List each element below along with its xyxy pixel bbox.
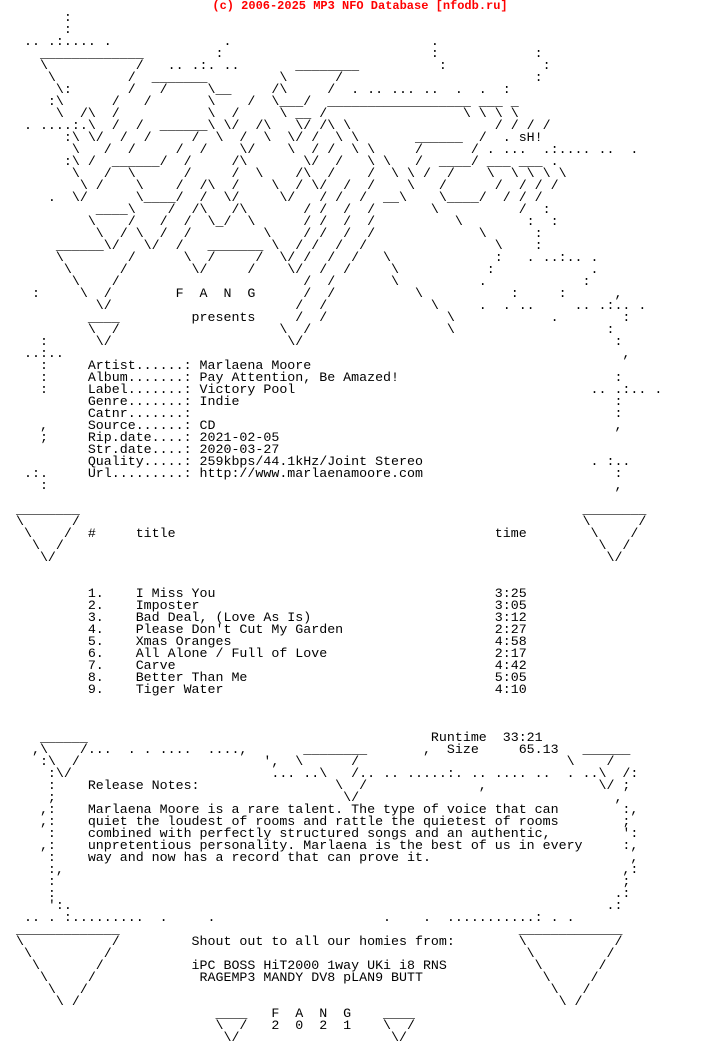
nfo-line: 4. Please Don't Cut My Garden 2:27: [16, 622, 527, 637]
nfo-line: \ / iPC BOSS HiT2000 1way UKi i8 RNS \ /: [16, 958, 607, 973]
nfo-line: \/ \/: [16, 1030, 407, 1044]
nfo-line: : Release Notes: \ / , \/ ;: [16, 778, 631, 793]
nfo-line: \ / _______ \ / :: [16, 70, 543, 85]
nfo-line: \ / .. .:. .. ________ : :: [16, 58, 551, 73]
nfo-line: : Artist......: Marlaena Moore: [16, 358, 312, 373]
nfo-line: .. .:.... . . .: [16, 34, 439, 49]
nfo-line: , Source......: CD ,: [16, 418, 623, 433]
copyright-banner: (c) 2006-2025 MP3 NFO Database [nfodb.ru]: [212, 0, 508, 13]
nfo-line: ____ F A N G ____: [16, 1006, 415, 1021]
nfo-line: \ / # title time \ /: [16, 526, 639, 541]
nfo-line: _____________ : : :: [16, 46, 543, 61]
nfo-line: 1. I Miss You 3:25: [16, 586, 527, 601]
nfo-ascii-art-body: [16, 12, 662, 1044]
nfo-line: 6. All Alone / Full of Love 2:17: [16, 646, 527, 661]
nfo-line: :\ / ', \ / \ /: [16, 754, 615, 769]
nfo-line: : Album.......: Pay Attention, Be Amazed! :: [16, 370, 623, 385]
nfo-line: : ,: [16, 478, 623, 493]
nfo-line: ..:.. ,: [16, 346, 631, 361]
nfo-line: ,: unpretentious personality. Marlaena is the best of us in every :,: [16, 838, 639, 853]
nfo-line: ____\ / /\ /\ / / / / \ / :: [16, 202, 551, 217]
nfo-line: . \/ \____/ / \/ \/ / / / __\ \____/ / / /: [16, 190, 543, 205]
nfo-line: .:. Url.........: http://www.marlaenamoore.com :: [16, 466, 623, 481]
nfo-line: ________ ________: [16, 502, 647, 517]
nfo-line: :\ / ______/ / /\ \/ / \ \ / ____/ ___ ___ .: [16, 154, 559, 169]
nfo-line: Quality.....: 259kbps/44.1kHz/Joint Stereo . :..: [16, 454, 631, 469]
nfo-line: .. . :......... . . . . ...........: . .: [16, 910, 575, 925]
nfo-line: \ / \ / /\ / \ / \/ / / \ / / / / /: [16, 178, 559, 193]
nfo-line: \ / \ /: [16, 994, 583, 1009]
nfo-line: \ /\ / \ / \ __ / \ \ \ \: [16, 106, 519, 121]
nfo-line: ____ presents / / \ . :: [16, 310, 631, 325]
nfo-line: Catnr.......: :: [16, 406, 623, 421]
nfo-line: :, ,:: [16, 862, 639, 877]
nfo-line: \ / \ / / \ /\ / / \ \ / / \ \ \ \ \: [16, 166, 567, 181]
nfo-line: : way and now has a record that can prove it. ,: [16, 850, 639, 865]
nfo-line: ,: quiet the loudest of rooms and rattle the quietest of rooms ;: [16, 814, 631, 829]
nfo-line: \ / \ /: [16, 982, 591, 997]
nfo-line: \ / \ /: [16, 514, 647, 529]
nfo-line: 8. Better Than Me 5:05: [16, 670, 527, 685]
nfo-line: \ / Shout out to all our homies from: \ /: [16, 934, 623, 949]
nfo-line: ,\ /... . . .... ...., ________ , Size 65.13 ______: [16, 742, 631, 757]
nfo-line: \ / / / \_/ \ / / / / \ : :: [16, 214, 559, 229]
nfo-line: ; Rip.date....: 2021-02-05: [16, 430, 280, 445]
nfo-line: \ / \/ / \/ / / \ : .: [16, 262, 599, 277]
nfo-line: . ....:.\ / / ______\ \/ /\ \/ /\ \ / / / /: [16, 118, 551, 133]
nfo-line: :: [16, 22, 72, 37]
nfo-line: \ / \ / / \ / / / / \ :: [16, 226, 543, 241]
nfo-line: Genre.......: Indie :: [16, 394, 623, 409]
nfo-line: Str.date....: 2020-03-27: [16, 442, 280, 457]
nfo-line: \/ \/: [16, 550, 623, 565]
nfo-line: 3. Bad Deal, (Love As Is) 3:12: [16, 610, 527, 625]
nfo-line: \ / / / \ . :: [16, 274, 591, 289]
nfo-line: 5. Xmas Oranges 4:58: [16, 634, 527, 649]
nfo-line: ':. .:: [16, 898, 623, 913]
nfo-line: \ / 2 0 2 1 \ /: [16, 1018, 415, 1033]
nfo-line: \: / / \__ /\ / . .. ... .. . . :: [16, 82, 511, 97]
nfo-line: \ / / / / \/ \ / / \ \ / / . ... .:.... .. .: [16, 142, 639, 157]
nfo-line: ______ Runtime 33:21: [16, 730, 543, 745]
nfo-line: ; \/ ,: [16, 790, 623, 805]
nfo-line: :\/ ... ..\ /.. .. .....:. .. .... .. . ..\ /:: [16, 766, 639, 781]
nfo-line: 9. Tiger Water 4:10: [16, 682, 527, 697]
nfo-line: : \ / F A N G / / \ : : ,: [16, 286, 623, 301]
nfo-line: \ / \ /: [16, 538, 631, 553]
nfo-line: : \/ \/ :: [16, 334, 623, 349]
nfo-line: : Label.......: Victory Pool .. .:.. .: [16, 382, 663, 397]
nfo-line: \ / RAGEMP3 MANDY DV8 pLAN9 BUTT \ /: [16, 970, 599, 985]
nfo-line: : combined with perfectly structured songs and an authentic, ':: [16, 826, 639, 841]
nfo-line: :\ \/ / / / \ / \ \/ / \ \ ______ / . sH!: [16, 130, 543, 145]
nfo-line: :\ / / \ / \___/ __________________ ___ _: [16, 94, 519, 109]
nfo-line: : ;: [16, 874, 631, 889]
nfo-line: 2. Imposter 3:05: [16, 598, 527, 613]
nfo-line: ______\/ \/ / _______ \ / / / / \ :: [16, 238, 543, 253]
nfo-line: 7. Carve 4:42: [16, 658, 527, 673]
nfo-line: \ / \ / / \/ / / / \ : . ..:.. .: [16, 250, 599, 265]
nfo-line: ,: Marlaena Moore is a rare talent. The type of voice that can :,: [16, 802, 639, 817]
nfo-line: \ / \ /: [16, 946, 615, 961]
nfo-line: _____________ _____________: [16, 922, 623, 937]
nfo-line: : .:: [16, 886, 631, 901]
nfo-line: :: [16, 10, 72, 25]
nfo-line: \ / \ / \ :: [16, 322, 615, 337]
nfo-line: \/ / / \ . . .. .. .:.. .: [16, 298, 647, 313]
